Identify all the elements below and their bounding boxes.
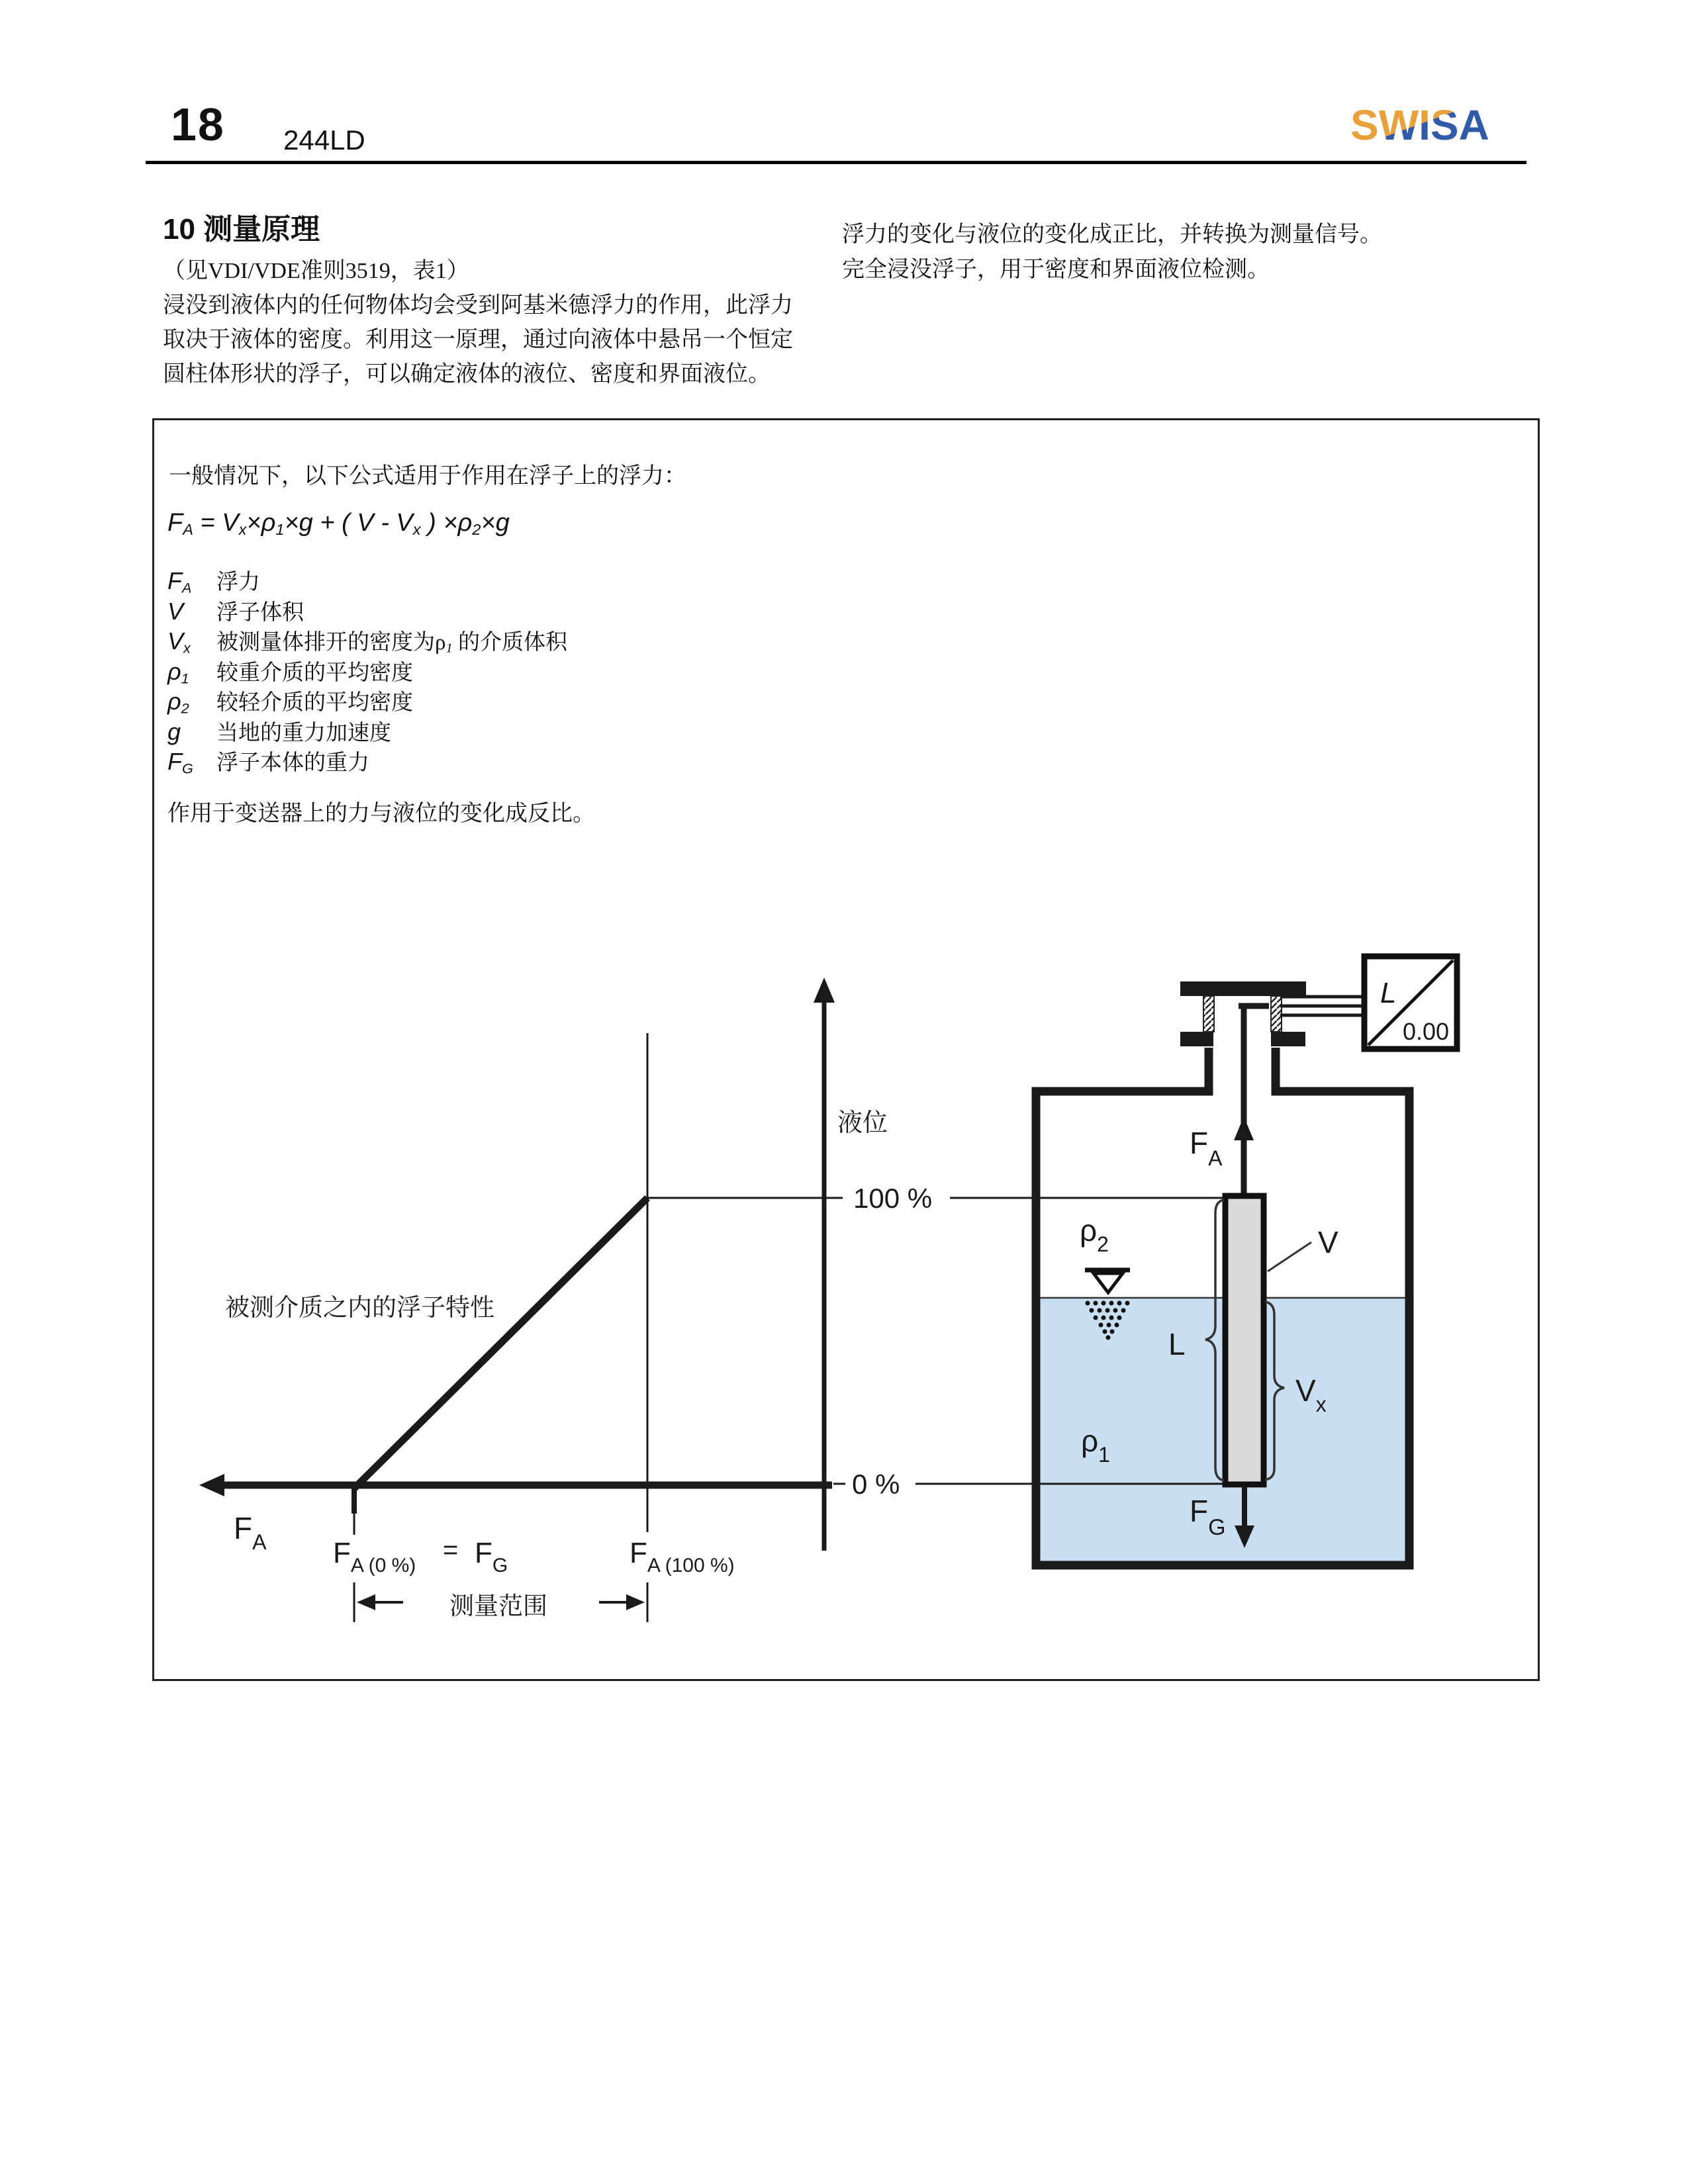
section-title: 10 测量原理 bbox=[163, 213, 320, 246]
left-col-line: 浸没到液体内的任何物体均会受到阿基米德浮力的作用，此浮力 bbox=[163, 293, 793, 318]
characteristic-graph bbox=[199, 978, 932, 1622]
f0-label: $F_{A (0 \%)}$ bbox=[333, 1537, 416, 1576]
left-col-line: 取决于液体的密度。利用这一原理，通过向液体中悬吊一个恒定 bbox=[163, 328, 793, 352]
flange-bolt bbox=[1271, 996, 1282, 1032]
definition-row bbox=[167, 715, 567, 746]
symbol-desc: 较轻介质的平均密度 bbox=[216, 691, 413, 715]
symbol-desc: 较重介质的平均密度 bbox=[216, 660, 413, 685]
v-leader-line bbox=[1268, 1242, 1311, 1271]
curve-label: 被测介质之内的浮子特性 bbox=[225, 1295, 494, 1322]
x-axis-label: $F_A$ bbox=[234, 1511, 267, 1554]
symbol: $F_A$ bbox=[167, 567, 192, 596]
left-col-line: 圆柱体形状的浮子，可以确定液体的液位、密度和界面液位。 bbox=[163, 362, 771, 387]
range-label: 测量范围 bbox=[449, 1593, 547, 1620]
l-label: L bbox=[1168, 1327, 1186, 1361]
range-arrow-left bbox=[357, 1594, 375, 1610]
fa-arrow-up bbox=[1234, 1116, 1254, 1140]
symbol-desc: 浮子体积 bbox=[216, 600, 304, 625]
page-number: 18 bbox=[171, 99, 225, 150]
fg-label: $F_G$ bbox=[475, 1537, 508, 1576]
surface-marker-triangle bbox=[1094, 1273, 1123, 1293]
indicator-value: 0.00 bbox=[1403, 1018, 1450, 1045]
x-axis-arrow bbox=[199, 1474, 224, 1496]
flange-bottom-right bbox=[1271, 1032, 1305, 1046]
symbol-desc: 当地的重力加速度 bbox=[216, 721, 391, 745]
left-col-line: （见VDI/VDE准则3519，表1） bbox=[163, 259, 469, 283]
symbol-desc: 浮力 bbox=[216, 570, 260, 594]
product-model: 244LD bbox=[283, 124, 365, 156]
right-col-line: 浮力的变化与液位的变化成正比，并转换为测量信号。 bbox=[842, 222, 1382, 247]
characteristic-line bbox=[354, 1198, 647, 1488]
flange-bottom-left bbox=[1180, 1032, 1213, 1046]
displacer bbox=[1225, 1196, 1264, 1484]
symbol: g bbox=[167, 717, 181, 745]
figure-note: 作用于变送器上的力与液位的变化成反比。 bbox=[167, 801, 595, 826]
buoyancy-formula: $F_A = V_x\times\rho_1\times g$ + ( V - $V_x$ ) $\times\rho_2\times g$ bbox=[167, 509, 510, 538]
tank-fg-label: $F_G$ bbox=[1190, 1494, 1226, 1540]
flange-bolt bbox=[1203, 996, 1214, 1032]
symbol-desc: 浮子本体的重力 bbox=[216, 751, 369, 775]
symbol-definitions bbox=[167, 565, 567, 776]
y-axis-arrow bbox=[814, 978, 835, 1003]
rho1-label: $\rho_1$ bbox=[1081, 1424, 1110, 1467]
indicator-label: L bbox=[1380, 977, 1397, 1009]
left-column bbox=[163, 254, 831, 392]
symbol: $\rho_1$ bbox=[167, 657, 189, 686]
equals-sign: = bbox=[443, 1535, 459, 1565]
symbol: $\rho_2$ bbox=[167, 688, 189, 717]
v-label: V bbox=[1318, 1225, 1338, 1259]
level-100-label: 100 % bbox=[853, 1183, 933, 1214]
measurement-diagram bbox=[154, 856, 1538, 1680]
range-arrow-right bbox=[626, 1594, 645, 1610]
symbol: $V_x$ bbox=[167, 627, 191, 657]
header-rule bbox=[146, 161, 1526, 164]
y-axis-label: 液位 bbox=[837, 1109, 888, 1137]
f100-label: $F_{A (100 \%)}$ bbox=[630, 1537, 735, 1576]
definition-row bbox=[167, 655, 567, 686]
symbol: V bbox=[167, 597, 184, 625]
symbol-desc: 被测量体排开的密度为$\rho_1$ 的介质体积 bbox=[216, 631, 567, 656]
right-column bbox=[842, 217, 1544, 287]
definition-row bbox=[167, 685, 567, 715]
definition-row bbox=[167, 595, 567, 625]
figure-box bbox=[152, 418, 1540, 1681]
vx-label: $V_x$ bbox=[1295, 1373, 1327, 1416]
symbol: $F_G$ bbox=[167, 748, 193, 777]
definition-row bbox=[167, 745, 567, 776]
flange-top-plate bbox=[1180, 981, 1306, 996]
figure-intro: 一般情况下，以下公式适用于作用在浮子上的浮力： bbox=[169, 464, 686, 488]
definition-row bbox=[167, 565, 567, 595]
right-col-line: 完全浸没浮子，用于密度和界面液位检测。 bbox=[842, 257, 1270, 282]
tank-fa-label: $F_A$ bbox=[1190, 1126, 1223, 1170]
rho2-label: $\rho_2$ bbox=[1080, 1213, 1109, 1256]
swisa-logo: SWISA bbox=[1350, 101, 1489, 149]
level-0-label: 0 % bbox=[852, 1469, 900, 1500]
definition-row bbox=[167, 625, 567, 655]
